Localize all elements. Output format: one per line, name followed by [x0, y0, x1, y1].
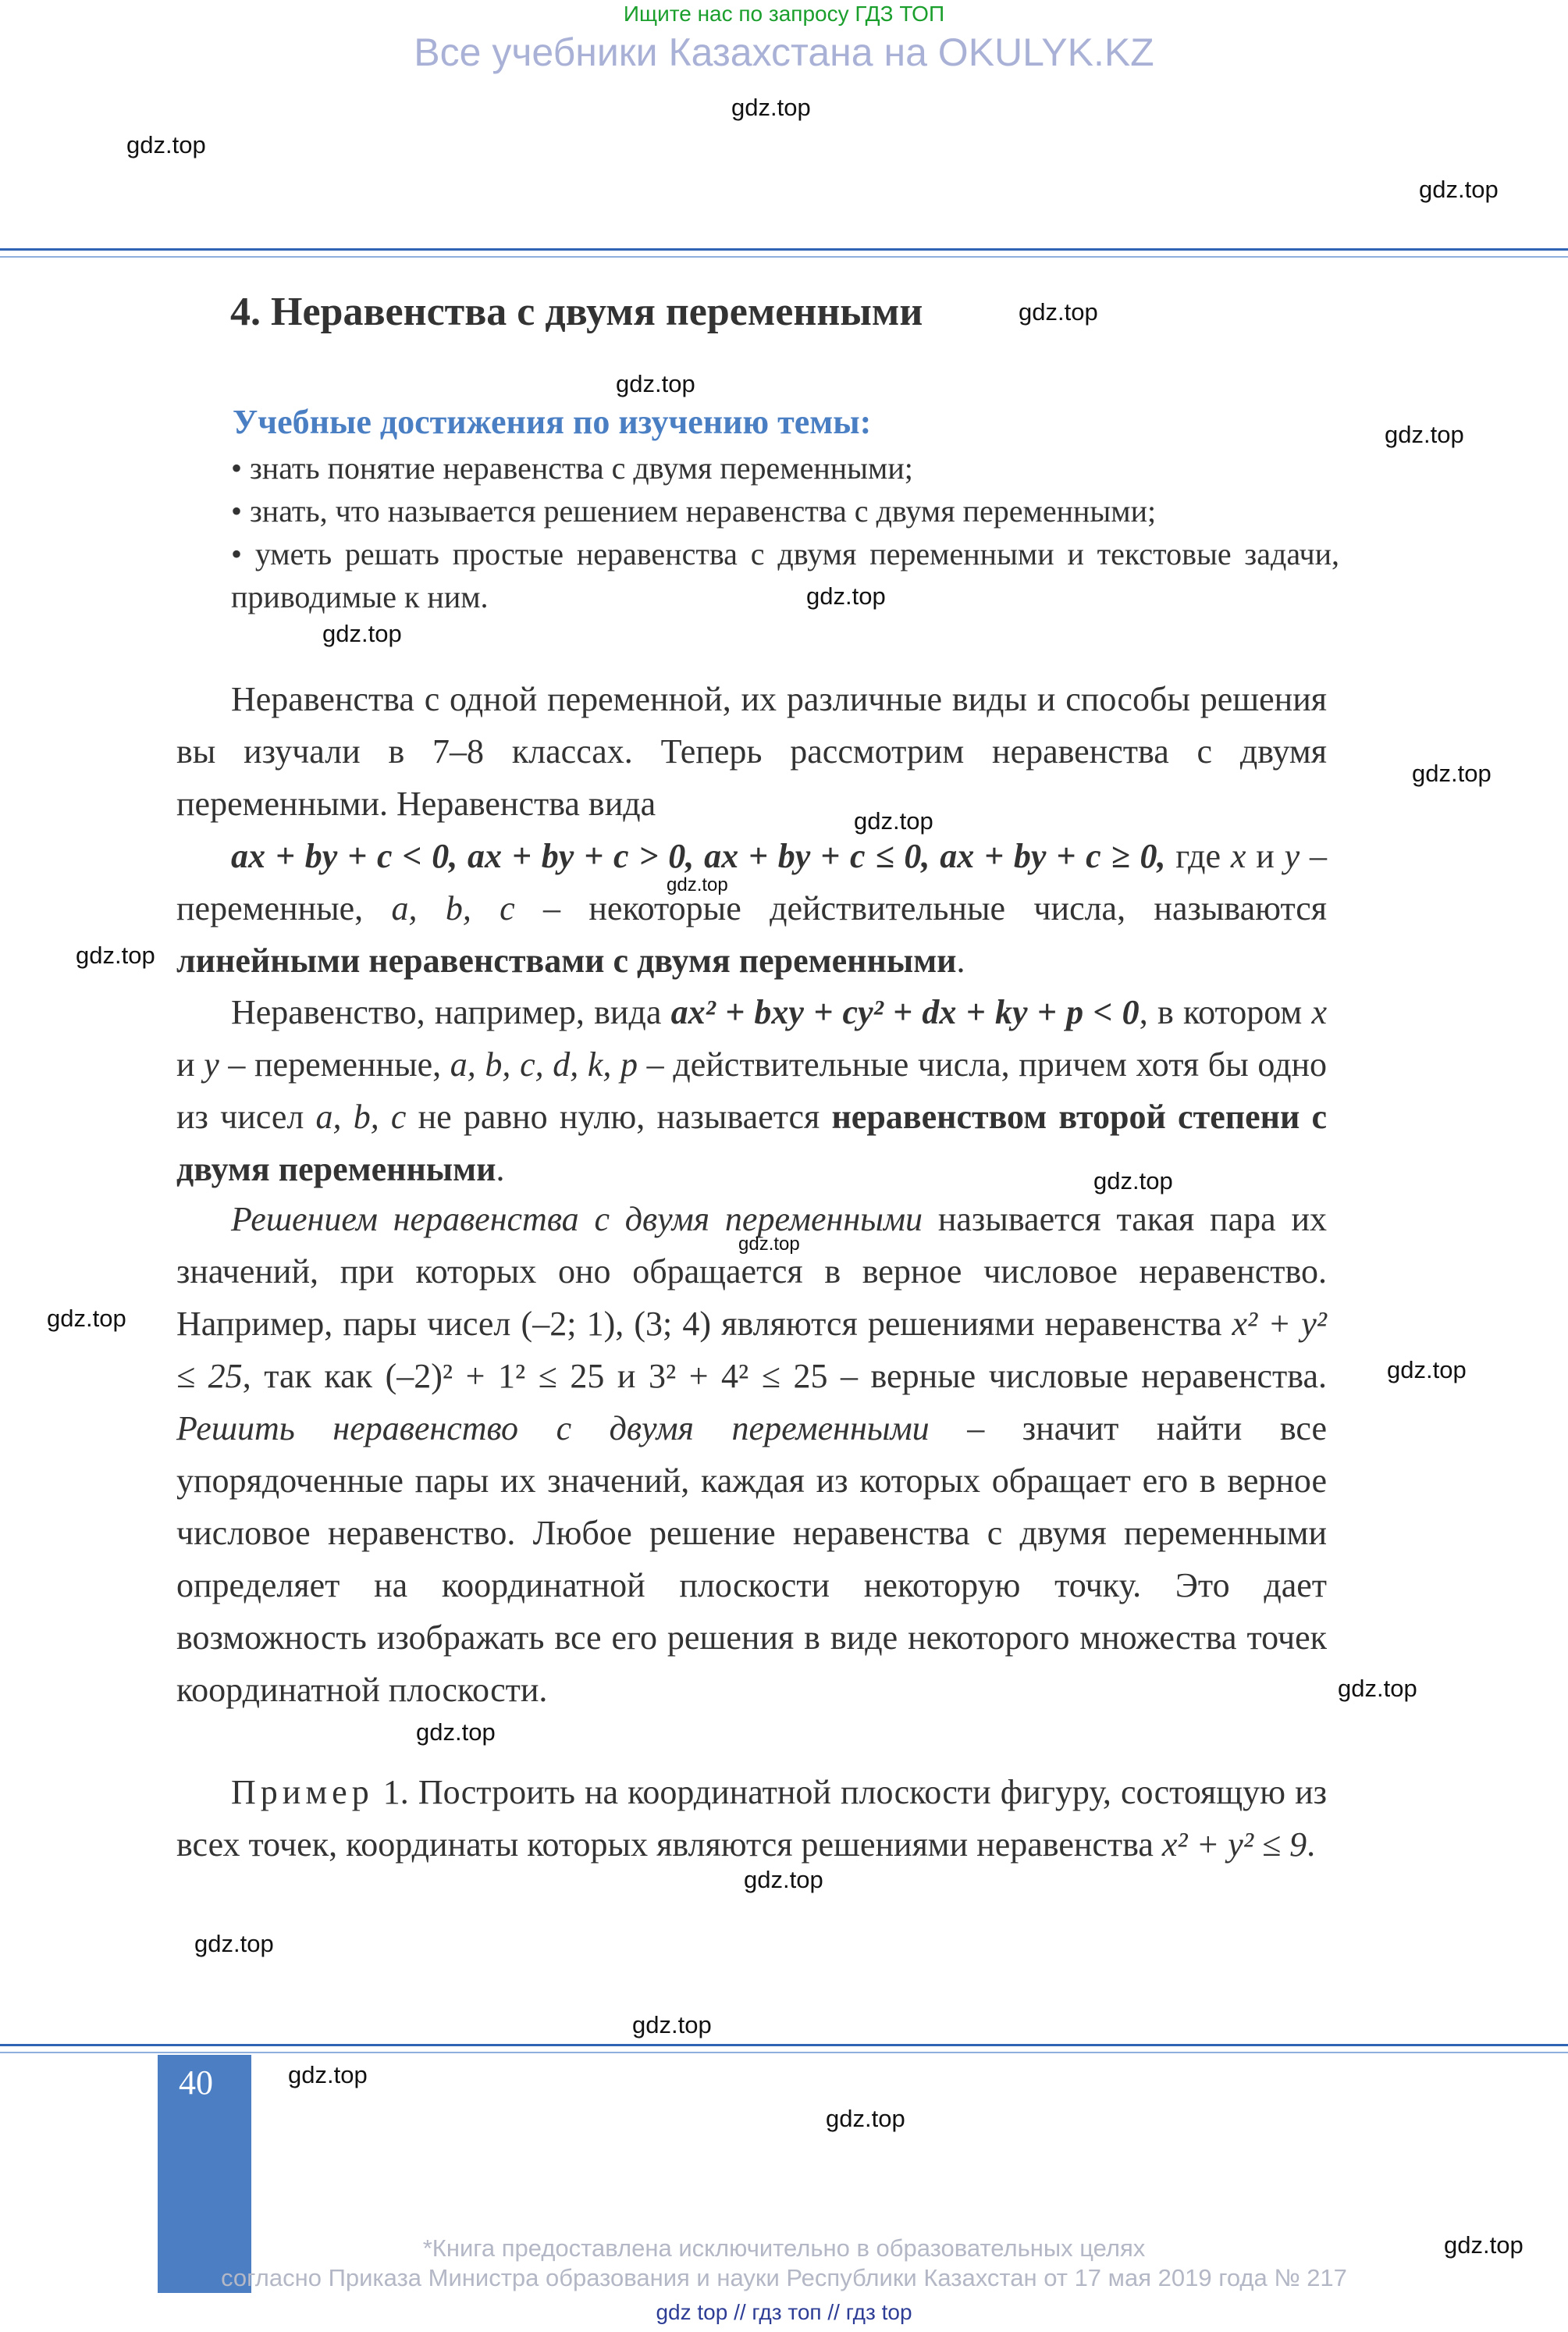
- watermark: gdz.top: [322, 620, 402, 647]
- watermark: gdz.top: [616, 370, 695, 397]
- learning-goals-list: [231, 447, 1339, 618]
- text: где: [1165, 837, 1231, 875]
- watermark: gdz.top: [1338, 1675, 1417, 1702]
- section-title: 4. Неравенства с двумя переменными: [230, 290, 923, 334]
- text: Неравенства с одной переменной, их различные виды и способы решения вы изучали в 7–8 классах. Теперь рассмотрим неравенства с двумя переменными. Неравенства вида: [176, 680, 1327, 823]
- text: 1. Построить на координатной плоскости фигуру, состоящую из всех точек, координаты которых являются решениями неравенства: [176, 1773, 1327, 1864]
- watermark: gdz.top: [667, 874, 728, 895]
- footer-links[interactable]: gdz top // гдз топ // гдз top: [656, 2300, 912, 2324]
- text: .: [956, 942, 965, 980]
- watermark: gdz.top: [1093, 1167, 1173, 1194]
- watermark: gdz.top: [288, 2061, 368, 2088]
- goal-item: • знать понятие неравенства с двумя переменными;: [231, 450, 913, 486]
- watermark: gdz.top: [854, 807, 933, 835]
- watermark: gdz.top: [731, 94, 811, 121]
- goal-item: • уметь решать простые неравенства с двумя переменными и текстовые задачи, приводимые к ним.: [231, 536, 1339, 614]
- watermark: gdz.top: [1387, 1356, 1467, 1383]
- watermark: gdz.top: [738, 1234, 800, 1255]
- text: не равно нулю, называется: [406, 1098, 832, 1136]
- text: – некоторые действительные числа, называются: [514, 889, 1327, 927]
- paragraph-example-1: [176, 1766, 1327, 1871]
- text: .: [496, 1150, 505, 1188]
- text: – переменные,: [219, 1045, 450, 1084]
- paragraph-intro: [176, 673, 1327, 987]
- watermark: gdz.top: [1019, 298, 1098, 326]
- term-linear-inequalities: линейными неравенствами с двумя переменными: [176, 942, 957, 980]
- header-rule-bottom: [0, 256, 1568, 258]
- footer-disclaimer: *Книга предоставлена исключительно в образовательных целях: [422, 2234, 1146, 2262]
- watermark: gdz.top: [632, 2011, 712, 2038]
- footer-order: согласно Приказа Министра образования и науки Республики Казахстан от 17 мая 2019 года № 217: [221, 2264, 1347, 2291]
- text: – значит найти все упорядоченные пары их значений, каждая из которых обращает его в верное числовое неравенство. Любое решение неравенства с двумя переменными определяет на координатной плоскости некоторую точку. Это дает возможность изображать все его решения в виде некоторого множества точек координатной плоскости.: [176, 1409, 1327, 1709]
- watermark: gdz.top: [1444, 2231, 1524, 2259]
- watermark: gdz.top: [1419, 176, 1499, 203]
- text: и: [1246, 837, 1285, 875]
- text: .: [1307, 1825, 1316, 1864]
- text: , в котором: [1139, 993, 1312, 1031]
- footer-rule-top: [0, 2044, 1568, 2046]
- formula-second-degree: ax² + bxy + cy² + dx + ky + p < 0: [670, 993, 1140, 1031]
- formula-circle-9: x² + y² ≤ 9: [1161, 1825, 1307, 1864]
- watermark: gdz.top: [47, 1305, 126, 1332]
- watermark: gdz.top: [76, 942, 155, 969]
- variable: a, b, c: [391, 889, 515, 927]
- variable: a, b, c: [315, 1098, 407, 1136]
- watermark: gdz.top: [826, 2105, 905, 2132]
- text: – действительные числа, причем хотя бы одно из чисел: [176, 1045, 1327, 1136]
- footer-rule-bottom: [0, 2052, 1568, 2053]
- watermark: gdz.top: [1412, 760, 1492, 787]
- text: называется такая пара их значений, при которых оно обращается в верное числовое неравенство. Например, пары чисел (–2; 1), (3; 4) являются решениями неравенства: [176, 1200, 1328, 1343]
- paragraph-solution-definition: [176, 1193, 1327, 1716]
- text: Неравенство, например, вида: [231, 993, 671, 1031]
- watermark: gdz.top: [416, 1718, 496, 1746]
- example-label: Пример: [231, 1773, 374, 1811]
- goal-item: • знать, что называется решением неравенства с двумя переменными;: [231, 493, 1157, 529]
- header-rule-top: [0, 248, 1568, 251]
- paragraph-second-degree: [176, 986, 1327, 1195]
- variable: x: [1230, 837, 1246, 875]
- learning-goals-title: Учебные достижения по изучению темы:: [233, 403, 872, 441]
- term-second-degree: неравенством второй степени с двумя переменными: [176, 1098, 1328, 1188]
- variable: y: [1284, 837, 1300, 875]
- watermark: gdz.top: [126, 131, 206, 158]
- watermark: gdz.top: [806, 582, 886, 610]
- formula-circle-25: x² + y² ≤ 25: [176, 1305, 1327, 1395]
- watermark: gdz.top: [194, 1930, 274, 1957]
- watermark: gdz.top: [1385, 421, 1464, 448]
- variable: a, b, c, d, k, p: [450, 1045, 638, 1084]
- page-number: 40: [179, 2063, 213, 2102]
- top-search-link[interactable]: Ищите нас по запросу ГДЗ ТОП: [623, 2, 945, 26]
- term-solution: Решением неравенства с двумя переменными: [231, 1200, 923, 1238]
- text: – переменные,: [176, 837, 1327, 927]
- variable: y: [204, 1045, 219, 1084]
- okulyk-banner[interactable]: Все учебники Казахстана на OKULYK.KZ: [414, 30, 1154, 74]
- variable: x: [1311, 993, 1327, 1031]
- watermark: gdz.top: [744, 1866, 823, 1893]
- term-solve: Решить неравенство с двумя переменными: [176, 1409, 930, 1447]
- text: , так как (–2)² + 1² ≤ 25 и 3² + 4² ≤ 25 – верные числовые неравенства.: [242, 1357, 1327, 1395]
- text: и: [176, 1045, 204, 1084]
- formula-linear: ax + by + c < 0, ax + by + c > 0, ax + by + c ≤ 0, ax + by + c ≥ 0,: [231, 837, 1166, 875]
